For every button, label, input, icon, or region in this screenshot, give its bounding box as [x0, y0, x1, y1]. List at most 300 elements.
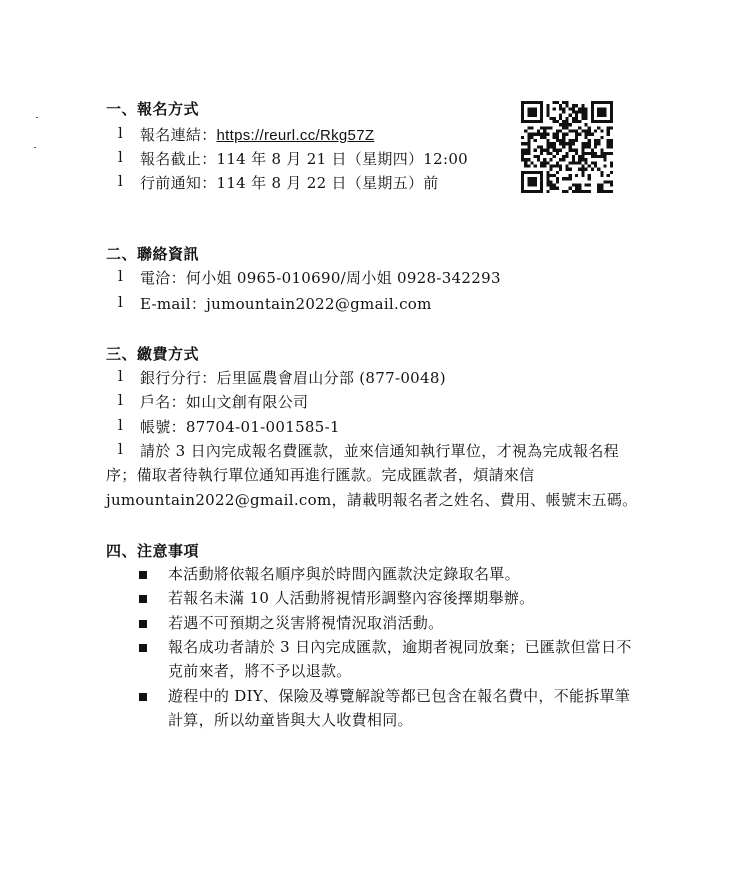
qr-module: [559, 168, 562, 171]
qr-module: [546, 114, 549, 117]
qr-module: [578, 183, 581, 186]
qr-module: [543, 161, 546, 164]
qr-module: [607, 130, 610, 133]
qr-module: [534, 180, 537, 183]
qr-module: [572, 130, 575, 133]
qr-module: [591, 101, 594, 104]
qr-module: [527, 183, 530, 186]
qr-module: [597, 183, 600, 186]
qr-module: [610, 164, 613, 167]
square-bullet-icon: [139, 644, 147, 652]
qr-module: [546, 111, 549, 114]
qr-module: [607, 120, 610, 123]
qr-module: [578, 111, 581, 114]
qr-module: [603, 107, 606, 110]
qr-module: [600, 149, 603, 152]
registration-link-line: [140, 124, 374, 145]
qr-module: [569, 145, 572, 148]
qr-module: [610, 171, 613, 174]
qr-module: [537, 145, 540, 148]
qr-module: [569, 107, 572, 110]
qr-module: [524, 190, 527, 193]
qr-module: [559, 117, 562, 120]
qr-module: [572, 155, 575, 158]
qr-module: [581, 149, 584, 152]
list-marker: l: [118, 440, 123, 458]
qr-module: [597, 120, 600, 123]
qr-module: [610, 120, 613, 123]
qr-module: [581, 142, 584, 145]
qr-module: [546, 183, 549, 186]
list-marker: l: [118, 293, 123, 311]
qr-module: [543, 149, 546, 152]
qr-module: [531, 101, 534, 104]
list-marker: l: [118, 391, 123, 409]
qr-module: [594, 142, 597, 145]
qr-module: [591, 161, 594, 164]
qr-module: [521, 149, 524, 152]
qr-module: [581, 111, 584, 114]
qr-module: [603, 111, 606, 114]
payment-paragraph-line-2: 序；備取者待執行單位通知再進行匯款。完成匯款者，煩請來信: [106, 466, 535, 484]
qr-module: [610, 152, 613, 155]
qr-module: [575, 117, 578, 120]
qr-module: [610, 111, 613, 114]
qr-module: [537, 190, 540, 193]
qr-module: [550, 180, 553, 183]
qr-module: [521, 171, 524, 174]
qr-module: [534, 107, 537, 110]
qr-module: [559, 149, 562, 152]
qr-module: [584, 168, 587, 171]
qr-module: [575, 161, 578, 164]
qr-module: [527, 126, 530, 129]
list-marker: l: [118, 124, 123, 142]
qr-module: [578, 133, 581, 136]
note-item: 若報名未滿 10 人活動將視情形調整內容後擇期舉辦。: [168, 589, 535, 607]
qr-module: [550, 174, 553, 177]
qr-module: [531, 120, 534, 123]
qr-module: [524, 164, 527, 167]
qr-module: [562, 190, 565, 193]
qr-module: [588, 174, 591, 177]
qr-module: [603, 120, 606, 123]
qr-module: [527, 190, 530, 193]
qr-module: [594, 155, 597, 158]
qr-module: [575, 149, 578, 152]
qr-module: [584, 142, 587, 145]
registration-link[interactable]: https://reurl.cc/Rkg57Z: [216, 127, 375, 144]
qr-module: [572, 183, 575, 186]
qr-module: [553, 149, 556, 152]
qr-module: [591, 149, 594, 152]
qr-module: [553, 133, 556, 136]
qr-module: [584, 158, 587, 161]
qr-module: [527, 177, 530, 180]
qr-module: [546, 107, 549, 110]
qr-module: [531, 177, 534, 180]
note-item: 本活動將依報名順序與於時間內匯款決定錄取名單。: [168, 565, 520, 583]
qr-module: [527, 139, 530, 142]
qr-module: [591, 168, 594, 171]
qr-module: [600, 183, 603, 186]
qr-module: [543, 164, 546, 167]
qr-module: [540, 107, 543, 110]
qr-module: [550, 142, 553, 145]
qr-module: [553, 183, 556, 186]
qr-module: [524, 130, 527, 133]
qr-module: [610, 183, 613, 186]
qr-module: [597, 142, 600, 145]
qr-module: [540, 111, 543, 114]
qr-module: [578, 126, 581, 129]
qr-module: [521, 174, 524, 177]
qr-module: [527, 111, 530, 114]
qr-module: [597, 126, 600, 129]
qr-module: [524, 120, 527, 123]
qr-module: [534, 149, 537, 152]
qr-module: [565, 123, 568, 126]
qr-module: [521, 190, 524, 193]
qr-module: [527, 136, 530, 139]
note-item: 報名成功者請於 3 日內完成匯款，逾期者視同放棄；已匯款但當日不: [168, 638, 632, 656]
qr-module: [546, 104, 549, 107]
qr-module: [553, 107, 556, 110]
qr-module: [521, 177, 524, 180]
qr-module: [524, 171, 527, 174]
qr-module: [575, 190, 578, 193]
qr-module: [553, 187, 556, 190]
qr-module: [540, 171, 543, 174]
registration-link-label: 報名連結：: [140, 126, 217, 144]
qr-module: [581, 117, 584, 120]
qr-module: [607, 126, 610, 129]
qr-module: [600, 101, 603, 104]
qr-module: [540, 183, 543, 186]
qr-module: [610, 190, 613, 193]
qr-module: [600, 114, 603, 117]
qr-module: [600, 130, 603, 133]
qr-module: [550, 187, 553, 190]
qr-module: [594, 164, 597, 167]
qr-module: [575, 152, 578, 155]
qr-module: [575, 183, 578, 186]
qr-module: [581, 130, 584, 133]
qr-module: [540, 164, 543, 167]
qr-module: [565, 101, 568, 104]
qr-module: [537, 120, 540, 123]
qr-module: [610, 117, 613, 120]
qr-module: [553, 155, 556, 158]
qr-module: [534, 183, 537, 186]
list-marker: l: [118, 416, 123, 434]
qr-module: [537, 158, 540, 161]
qr-module: [521, 155, 524, 158]
qr-module: [584, 123, 587, 126]
qr-module: [521, 183, 524, 186]
qr-module: [546, 174, 549, 177]
qr-code-icon[interactable]: [521, 101, 613, 193]
qr-module: [553, 145, 556, 148]
qr-module: [569, 142, 572, 145]
qr-module: [534, 155, 537, 158]
qr-module: [584, 183, 587, 186]
qr-module: [559, 107, 562, 110]
qr-module: [588, 130, 591, 133]
qr-module: [553, 142, 556, 145]
qr-module: [569, 123, 572, 126]
qr-module: [600, 107, 603, 110]
qr-module: [521, 136, 524, 139]
qr-module: [531, 114, 534, 117]
qr-module: [578, 187, 581, 190]
qr-module: [584, 161, 587, 164]
qr-module: [565, 164, 568, 167]
qr-module: [581, 168, 584, 171]
qr-module: [540, 190, 543, 193]
qr-module: [575, 111, 578, 114]
qr-module: [588, 139, 591, 142]
qr-module: [591, 117, 594, 120]
qr-module: [603, 114, 606, 117]
note-item: 遊程中的 DIY、保險及導覽解說等都已包含在報名費中，不能拆單筆: [168, 687, 631, 705]
note-item-continuation: 克前來者，將不予以退款。: [168, 662, 352, 680]
qr-module: [565, 142, 568, 145]
qr-module: [610, 145, 613, 148]
qr-module: [556, 161, 559, 164]
qr-module: [572, 190, 575, 193]
qr-module: [591, 107, 594, 110]
qr-module: [562, 177, 565, 180]
qr-module: [584, 190, 587, 193]
qr-module: [543, 136, 546, 139]
qr-module: [575, 104, 578, 107]
qr-module: [556, 187, 559, 190]
qr-module: [610, 161, 613, 164]
qr-module: [578, 107, 581, 110]
qr-module: [524, 101, 527, 104]
qr-module: [572, 107, 575, 110]
qr-module: [600, 187, 603, 190]
qr-module: [534, 111, 537, 114]
qr-module: [607, 180, 610, 183]
qr-module: [527, 180, 530, 183]
qr-module: [565, 177, 568, 180]
qr-module: [575, 130, 578, 133]
qr-module: [572, 104, 575, 107]
qr-module: [578, 190, 581, 193]
qr-module: [594, 130, 597, 133]
qr-module: [550, 183, 553, 186]
qr-module: [603, 180, 606, 183]
square-bullet-icon: [139, 595, 147, 603]
qr-module: [524, 161, 527, 164]
qr-module: [521, 114, 524, 117]
qr-module: [584, 133, 587, 136]
qr-module: [584, 136, 587, 139]
qr-module: [540, 174, 543, 177]
qr-module: [524, 158, 527, 161]
qr-module: [524, 142, 527, 145]
qr-module: [556, 171, 559, 174]
qr-module: [527, 142, 530, 145]
qr-module: [521, 158, 524, 161]
list-marker: l: [118, 367, 123, 385]
qr-module: [534, 120, 537, 123]
account-name: 戶名：如山文創有限公司: [140, 393, 309, 411]
qr-module: [562, 101, 565, 104]
qr-module: [540, 187, 543, 190]
qr-module: [540, 120, 543, 123]
qr-module: [559, 142, 562, 145]
qr-module: [550, 164, 553, 167]
qr-module: [569, 139, 572, 142]
qr-module: [562, 142, 565, 145]
qr-module: [559, 130, 562, 133]
qr-module: [543, 158, 546, 161]
payment-paragraph-line-3: jumountain2022@gmail.com，請載明報名者之姓名、費用、帳號末五碼。: [106, 491, 638, 509]
qr-module: [546, 142, 549, 145]
qr-module: [569, 187, 572, 190]
qr-module: [546, 133, 549, 136]
qr-module: [556, 152, 559, 155]
qr-module: [565, 120, 568, 123]
qr-module: [556, 149, 559, 152]
qr-module: [559, 139, 562, 142]
qr-module: [600, 136, 603, 139]
qr-module: [540, 114, 543, 117]
qr-module: [600, 152, 603, 155]
qr-module: [581, 114, 584, 117]
qr-module: [588, 152, 591, 155]
qr-module: [550, 168, 553, 171]
qr-module: [610, 101, 613, 104]
qr-module: [581, 171, 584, 174]
qr-module: [553, 164, 556, 167]
qr-module: [572, 117, 575, 120]
qr-module: [565, 168, 568, 171]
qr-module: [562, 136, 565, 139]
qr-module: [597, 114, 600, 117]
qr-module: [575, 187, 578, 190]
note-item-continuation: 計算，所以幼童皆與大人收費相同。: [168, 711, 413, 729]
qr-module: [534, 171, 537, 174]
qr-module: [562, 120, 565, 123]
qr-module: [527, 101, 530, 104]
qr-module: [550, 145, 553, 148]
qr-module: [540, 133, 543, 136]
qr-module: [565, 117, 568, 120]
qr-module: [524, 149, 527, 152]
qr-module: [559, 104, 562, 107]
qr-module: [537, 133, 540, 136]
bank-branch: 銀行分行：后里區農會眉山分部 (877-0048): [140, 369, 446, 387]
qr-module: [540, 161, 543, 164]
qr-module: [597, 155, 600, 158]
qr-module: [575, 136, 578, 139]
qr-module: [594, 139, 597, 142]
qr-module: [600, 120, 603, 123]
square-bullet-icon: [139, 620, 147, 628]
qr-module: [565, 126, 568, 129]
qr-module: [546, 180, 549, 183]
qr-module: [569, 174, 572, 177]
qr-module: [610, 107, 613, 110]
qr-module: [588, 177, 591, 180]
qr-module: [610, 142, 613, 145]
qr-module: [531, 133, 534, 136]
qr-module: [550, 117, 553, 120]
qr-module: [531, 180, 534, 183]
qr-module: [575, 133, 578, 136]
qr-module: [546, 149, 549, 152]
qr-module: [594, 161, 597, 164]
section-title-payment: 三、繳費方式: [106, 345, 200, 363]
qr-module: [572, 161, 575, 164]
qr-module: [581, 104, 584, 107]
qr-module: [594, 101, 597, 104]
qr-module: [581, 145, 584, 148]
qr-module: [603, 158, 606, 161]
qr-module: [603, 164, 606, 167]
qr-module: [597, 187, 600, 190]
qr-module: [546, 190, 549, 193]
list-marker: l: [118, 148, 123, 166]
qr-module: [588, 164, 591, 167]
qr-module: [607, 152, 610, 155]
qr-module: [591, 155, 594, 158]
qr-module: [537, 101, 540, 104]
qr-module: [546, 145, 549, 148]
qr-module: [527, 107, 530, 110]
qr-module: [600, 155, 603, 158]
qr-module: [594, 152, 597, 155]
qr-module: [597, 139, 600, 142]
qr-module: [581, 107, 584, 110]
qr-module: [553, 120, 556, 123]
qr-module: [556, 130, 559, 133]
scan-speck: [36, 117, 38, 118]
list-marker: l: [118, 267, 123, 285]
qr-module: [531, 136, 534, 139]
qr-module: [534, 190, 537, 193]
qr-module: [531, 107, 534, 110]
list-marker: l: [118, 172, 123, 190]
qr-module: [527, 164, 530, 167]
qr-module: [575, 139, 578, 142]
pre-trip-notice: 行前通知：114 年 8 月 22 日（星期五）前: [140, 174, 439, 192]
qr-module: [540, 177, 543, 180]
qr-module: [562, 107, 565, 110]
qr-module: [540, 126, 543, 129]
qr-module: [540, 101, 543, 104]
qr-module: [540, 180, 543, 183]
qr-module: [559, 114, 562, 117]
qr-module: [521, 180, 524, 183]
qr-module: [562, 111, 565, 114]
qr-module: [521, 111, 524, 114]
qr-module: [578, 158, 581, 161]
qr-module: [543, 133, 546, 136]
qr-module: [531, 126, 534, 129]
qr-module: [578, 161, 581, 164]
qr-module: [553, 101, 556, 104]
qr-module: [550, 126, 553, 129]
qr-module: [603, 155, 606, 158]
qr-module: [565, 152, 568, 155]
qr-module: [591, 104, 594, 107]
qr-module: [540, 149, 543, 152]
